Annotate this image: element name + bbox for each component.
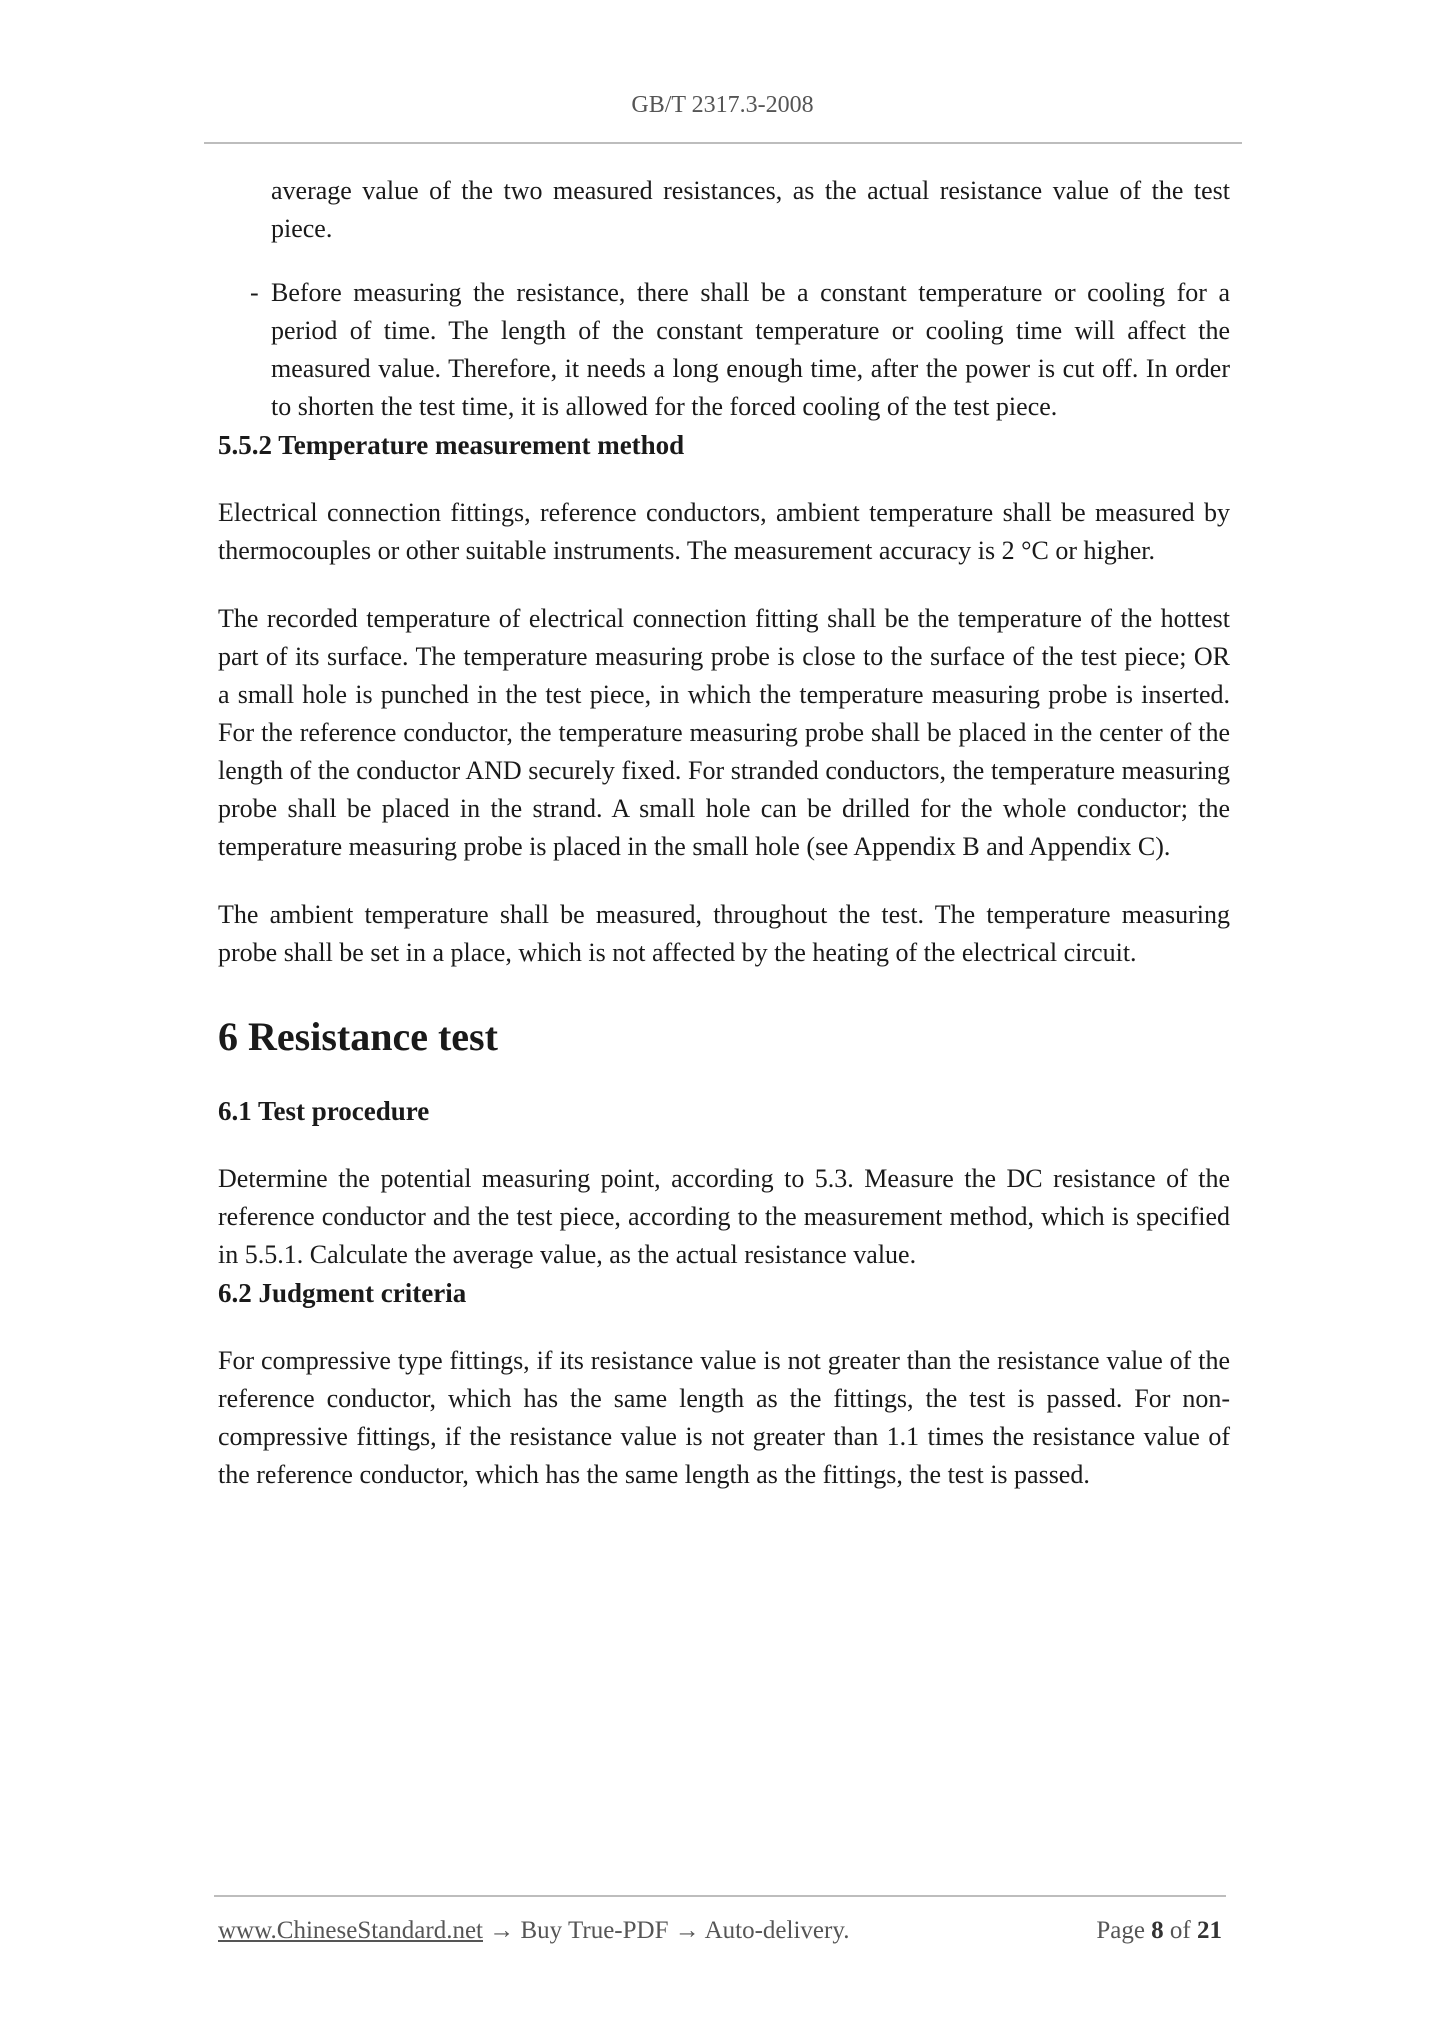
footer-promo: [218, 1917, 849, 1945]
paragraph: For compressive type fittings, if its resistance value is not greater than the resistance value of the reference conductor, which has the same length as the fittings, the test is passed. For non-compressive fittings, if the resistance value is not greater than 1.1 times the resistance value of the reference conductor, which has the same length as the fittings, the test is passed.: [218, 1346, 1230, 1489]
list-item: [218, 274, 1230, 426]
paragraph-continuation: average value of the two measured resistances, as the actual resistance value of the test piece.: [271, 176, 1230, 243]
section-heading-6: 6 Resistance test: [218, 1014, 498, 1059]
footer-promo-text: → Buy True-PDF → Auto-delivery.: [483, 1917, 850, 1944]
footer-divider: [214, 1895, 1226, 1897]
page-body: [218, 172, 1230, 1494]
paragraph: Electrical connection fittings, reference conductors, ambient temperature shall be measured by thermocouples or other suitable instruments. The measurement accuracy is 2 °C or higher.: [218, 498, 1230, 565]
document-code: GB/T 2317.3-2008: [631, 92, 814, 118]
page-indicator: [1096, 1917, 1222, 1945]
bullet-dash: -: [250, 278, 259, 307]
page-number: 8: [1151, 1917, 1164, 1944]
paragraph: The recorded temperature of electrical connection fitting shall be the temperature of the hottest part of its surface. The temperature measuring probe is close to the surface of the test piece; OR a small hole is punched in the test piece, in which the temperature measuring probe is inserted. For the reference conductor, the temperature measuring probe shall be placed in the center of the length of the conductor AND securely fixed. For stranded conductors, the temperature measuring probe shall be placed in the strand. A small hole can be drilled for the whole conductor; the temperature measuring probe is placed in the small hole (see Appendix B and Appendix C).: [218, 604, 1230, 861]
paragraph: The ambient temperature shall be measured, throughout the test. The temperature measuring probe shall be set in a place, which is not affected by the heating of the electrical circuit.: [218, 900, 1230, 967]
page-header: [0, 92, 1445, 119]
list-item-text: Before measuring the resistance, there shall be a constant temperature or cooling for a period of time. The length of the constant temperature or cooling time will affect the measured value. Therefore, it needs a long enough time, after the power is cut off. In order to shorten the test time, it is allowed for the forced cooling of the test piece.: [271, 278, 1230, 421]
section-heading-6-1: 6.1 Test procedure: [218, 1096, 430, 1126]
page-total: 21: [1197, 1917, 1222, 1944]
website-link[interactable]: www.ChineseStandard.net: [218, 1917, 483, 1944]
section-heading-6-2: 6.2 Judgment criteria: [218, 1278, 467, 1308]
section-heading-5-5-2: 5.5.2 Temperature measurement method: [218, 430, 685, 460]
page-label: Page: [1096, 1917, 1145, 1944]
of-label: of: [1169, 1917, 1191, 1944]
header-divider: [204, 142, 1242, 144]
paragraph: Determine the potential measuring point, according to 5.3. Measure the DC resistance of the reference conductor and the test piece, according to the measurement method, which is specified in 5.5.1. Calculate the average value, as the actual resistance value.: [218, 1164, 1230, 1269]
